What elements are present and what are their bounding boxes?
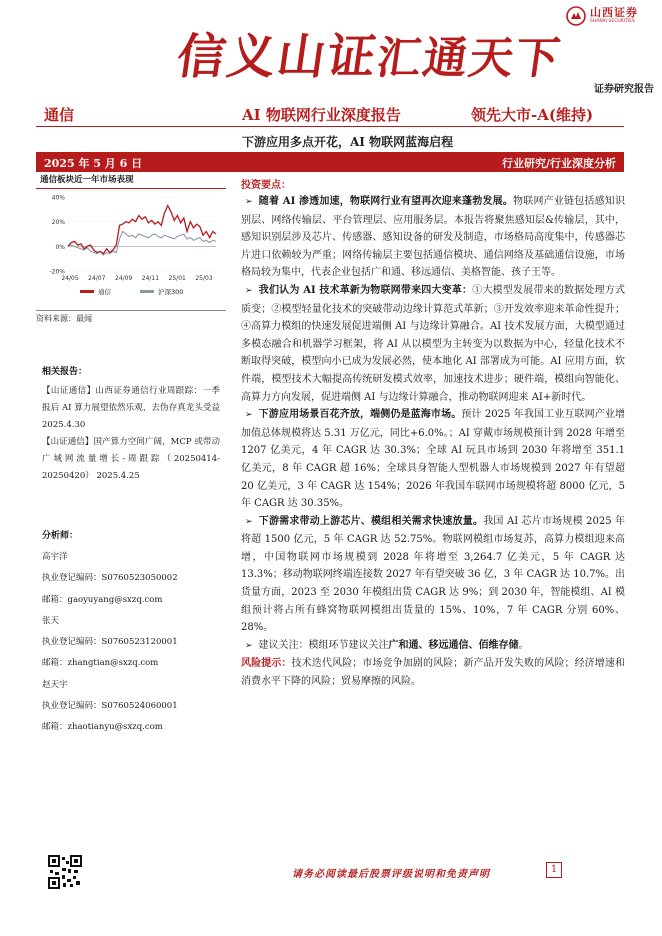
related-report-item[interactable]: 【山证通信】国产算力空间广阔，MCP 或带动广域网流量增长-周跟踪（20250414-20250420） 2025.4.25 xyxy=(42,437,220,481)
market-chart xyxy=(36,189,226,309)
brand-name-en: SHANXI SECURITIES xyxy=(590,19,635,25)
invest-heading: 投资要点： xyxy=(241,180,291,191)
y-tick-label: 40% xyxy=(51,194,65,202)
title-divider xyxy=(36,126,624,127)
legend-swatch xyxy=(80,290,94,293)
key-point-4-text: 我国 AI 芯片市场规模 2025 年将超 1500 亿元，5 年 CAGR 达 52.75%。物联网模组市场复苏，高算力模组迎来高增，中国物联网市场规模到 2028 年将增至 3,264.7 亿美元，5 年 CAGR 达 13.3%；移动物联网终端连接数 2027 年有望突破 36 亿，3 年 CAGR 达 10.7%。出货量方面，2023 至 2030 年模组出货 CAGR 达 9%；到 2030 年，智能模组、AI 模组预计将占所有蜂窝物联网模组出货量的 15%、10%，7 年 CAGR 分别 60%、28%。 xyxy=(241,515,625,634)
x-tick-label: 25/01 xyxy=(168,275,186,282)
analyst-name: 高宇洋 xyxy=(42,552,68,562)
key-point-5-end: 。 xyxy=(518,639,529,651)
key-point-5-text: 建议关注：模组环节建议关注 xyxy=(258,639,389,651)
report-subtitle: 下游应用多点开花，AI 物联网蓝海启程 xyxy=(242,135,454,149)
bullet-arrow-icon: ➢ xyxy=(245,285,253,296)
y-tick-label: -20% xyxy=(49,268,65,276)
analyst-name: 张天 xyxy=(42,615,60,626)
series-line-csi300 xyxy=(68,232,216,256)
legend-label: 沪深300 xyxy=(158,288,184,296)
key-point-3-bold: 下游应用场景百花齐放，端侧仍是蓝海市场。 xyxy=(258,409,462,421)
slogan-part2: 汇通天下 xyxy=(373,33,565,84)
main-content xyxy=(241,176,625,691)
bullet-arrow-icon: ➢ xyxy=(245,516,253,527)
key-point-2-bold: 我们认为 AI 技术革新为物联网带来四大变革： xyxy=(258,284,473,296)
y-tick-label: 20% xyxy=(51,219,65,227)
brand-emblem-icon xyxy=(566,6,586,26)
bullet-arrow-icon: ➢ xyxy=(245,410,253,421)
bullet-arrow-icon: ➢ xyxy=(245,197,253,207)
x-tick-label: 24/07 xyxy=(88,275,106,282)
x-tick-label: 24/09 xyxy=(114,275,133,282)
report-title: AI 物联网行业深度报告 xyxy=(242,106,401,124)
left-column xyxy=(36,174,226,323)
analyst-email[interactable]: 邮箱：zhangtian@sxzq.com xyxy=(42,658,159,669)
risk-text: 技术迭代风险；市场竞争加剧的风险；新产品开发失败的风险；经济增速和消费水平下降的风险；贸易摩擦的风险。 xyxy=(241,658,626,688)
slogan xyxy=(173,18,567,87)
related-report-item[interactable]: 【山证通信】山西证券通信行业周跟踪：一季报后 AI 算力展望依然乐观，去伪存真龙头受益 2025.4.30 xyxy=(42,386,220,430)
brand-name-cn: 山西证券 xyxy=(590,6,638,20)
rating: 领先大市-A(维持) xyxy=(471,106,594,124)
key-point-2-text: ①大模型发展带来的数据处理方式质变；②模型轻量化技术的突破带动边缘计算范式革新；③开发效率迎来革命性提升；④高算力模组的快速发展促进端侧 AI 与边缘计算融合。AI 技术发展方面，大模型通过多模态融合和机器学习框架，将 AI 从以模型为主转变为以数据为中心，轻量化技术不断取得突破，模型向小已成为发展必然，使本地化 AI 部署成为可能。AI 应用方面，软件端，模型技术大幅提高传统研发模式效率，加速技术进步；硬件端，模组向智能化、高算力方向发展，促进端侧 AI 与边缘计算融合，推动物联网迎来 AI+新时代。 xyxy=(241,284,626,403)
legend-swatch xyxy=(140,290,154,293)
key-point-5-bold: 广和通、移远通信、佰维存储 xyxy=(388,639,519,651)
key-point-3-text: 预计 2025 年我国工业互联网产业增加值总体规模将达 5.31 万亿元，同比+6.0%。；AI 穿戴市场规模预计到 2028 年增至 1207 亿美元，4 年 CAGR 达 30.3%；全球 AI 玩具市场到 2030 年将增至 351.1 亿美元，8 年 CAGR 超 16%；全球具身智能人型机器人市场规模到 2027 年有望超 20 亿美元，3 年 CAGR 达 154%；2026 年我国车联网市场规模将超 8000 亿元，5 年 CAGR 达 30.35%。 xyxy=(241,409,626,510)
report-date: 2025 年 5 月 6 日 xyxy=(44,157,143,170)
key-point-5 xyxy=(241,637,625,656)
qr-code-icon[interactable] xyxy=(48,855,82,889)
key-point-4 xyxy=(241,513,625,637)
key-point-1-text: 物联网产业链包括感知识别层、网络传输层、平台管理层、应用服务层。本报告将聚焦感知层&传输层，其中，感知识别层涉及芯片、传感器、感知设备的研发及制造，市场格局高度集中，传感器芯片进口依赖较为严重；网络传输层主要包括通信模块、通信网络及基础通信设施，市场格局较为集中，代表企业包括广和通、移远通信、美格智能、孩子王等。 xyxy=(241,196,626,279)
key-point-1-bold: 随着 AI 渗透加速，物联网行业有望再次迎来蓬勃发展。 xyxy=(258,196,514,207)
analysts-label: 分析师： xyxy=(42,531,79,541)
y-tick-label: 0% xyxy=(55,243,65,251)
x-tick-label: 24/11 xyxy=(141,275,160,282)
analyst-license: 执业登记编码：S0760524060001 xyxy=(42,701,178,712)
key-point-2 xyxy=(241,282,625,406)
chart-title: 通信板块近一年市场表现 xyxy=(40,175,134,185)
key-point-4-bold: 下游需求带动上游芯片、模组相关需求快速放量。 xyxy=(258,515,484,527)
slogan-part1: 信义山证 xyxy=(173,29,382,85)
analysts xyxy=(42,528,220,739)
risk-label: 风险提示： xyxy=(241,658,292,670)
title-row xyxy=(0,98,662,124)
analyst-email[interactable]: 邮箱：zhaotianyu@sxzq.com xyxy=(42,722,163,733)
analyst-license: 执业登记编码：S0760523120001 xyxy=(42,637,178,648)
report-category: 行业研究/行业深度分析 xyxy=(501,157,616,170)
x-tick-label: 25/03 xyxy=(195,275,213,282)
x-tick-label: 24/05 xyxy=(61,275,79,282)
key-point-1 xyxy=(241,193,625,282)
related-reports xyxy=(42,364,220,485)
risk-warning xyxy=(241,655,625,690)
analyst-license: 执业登记编码：S0760523050002 xyxy=(42,573,178,584)
page-number: 1 xyxy=(546,862,562,878)
chart-source: 资料来源：最闻 xyxy=(36,314,92,323)
sector-label: 通信 xyxy=(44,106,75,124)
related-label: 相关报告： xyxy=(42,367,88,377)
analyst-email[interactable]: 邮箱：gaoyuyang@sxzq.com xyxy=(42,594,163,605)
chart-bottom-divider xyxy=(36,310,226,311)
analyst-name: 赵天宇 xyxy=(42,679,68,690)
key-point-3 xyxy=(241,406,625,513)
bullet-arrow-icon: ➢ xyxy=(245,640,253,651)
date-bar xyxy=(36,152,624,172)
market-chart-svg xyxy=(36,189,226,309)
brand-logo xyxy=(566,5,656,27)
legend-label: 通信 xyxy=(98,288,111,296)
disclaimer-link[interactable]: 请务必阅读最后股票评级说明和免责声明 xyxy=(292,869,490,880)
report-type: 证券研究报告 xyxy=(594,84,654,95)
